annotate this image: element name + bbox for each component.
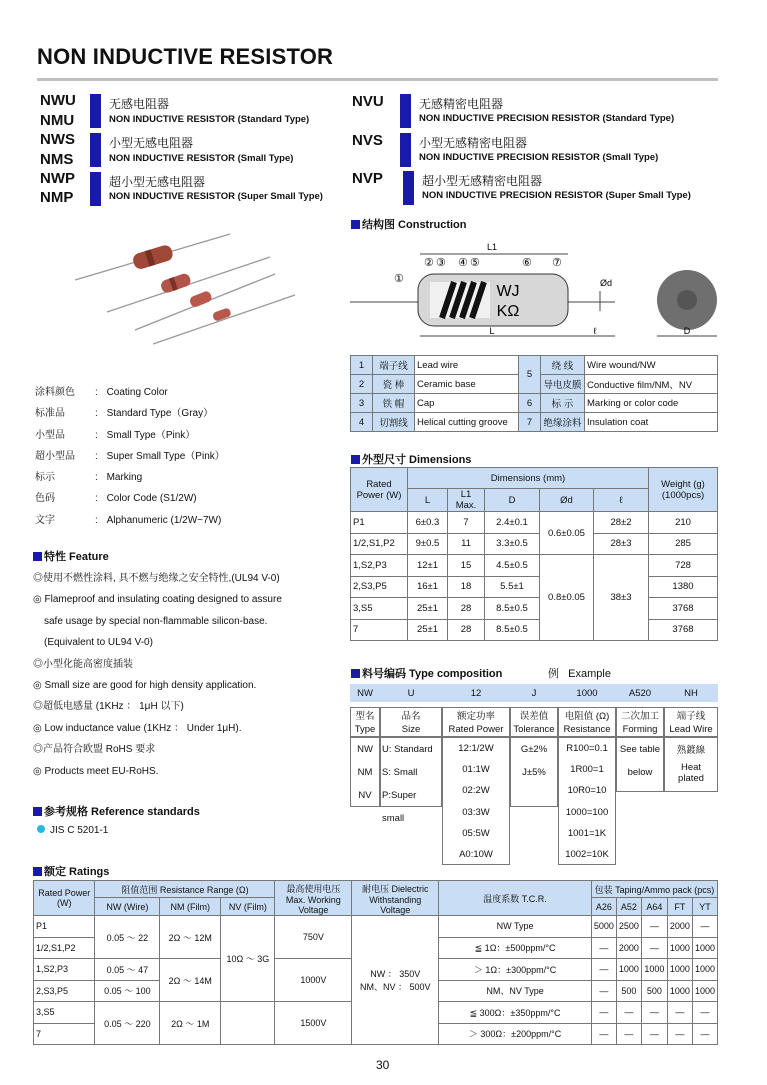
cell: L — [408, 489, 448, 512]
legend-item: 标准品 : Standard Type（Gray） — [35, 408, 214, 420]
cell: Conductive film/NM、NV — [585, 375, 718, 394]
type-code: NVS — [352, 132, 383, 149]
type-code: NVU — [352, 93, 384, 110]
type-code: NVP — [352, 170, 383, 187]
cell: ≦ 1Ω：±500ppm/°C — [439, 937, 592, 959]
legend-item: 标示 : Marking — [35, 472, 143, 484]
cell: D — [485, 489, 540, 512]
cell: — — [692, 916, 717, 938]
cell: A26 — [591, 898, 616, 916]
type-cn: 超小型无感精密电阻器 — [422, 174, 543, 188]
cell: Ød — [540, 489, 594, 512]
cell: P1 — [34, 916, 95, 938]
cell: 12±1 — [408, 555, 448, 577]
cell: 铁 帽 — [373, 394, 415, 413]
cell: 绝缘涂料 — [541, 413, 585, 432]
cell: Cap — [415, 394, 519, 413]
cell: 38±3 — [594, 555, 649, 641]
legend-item: 小型品 : Small Type（Pink） — [35, 429, 196, 441]
cell: Insulation coat — [585, 413, 718, 432]
cell: 500 — [641, 980, 667, 1002]
cell: 2.4±0.1 — [485, 512, 540, 534]
cell: — — [641, 1023, 667, 1045]
reference-heading: 参考规格 Reference standards — [33, 803, 200, 819]
cell: 5000 — [591, 916, 616, 938]
cell — [221, 1002, 275, 1045]
cell: Rated Power (W) — [351, 468, 408, 512]
cell: 210 — [649, 512, 718, 534]
feature-line: ◎小型化能高密度插装 — [33, 658, 133, 670]
legend-item: 色码 : Color Code (S1/2W) — [35, 493, 197, 505]
cell: 瓷 棒 — [373, 375, 415, 394]
example-part: NW — [357, 687, 373, 699]
cell: 1 — [351, 356, 373, 375]
cell: 1500V — [275, 1002, 352, 1045]
cell: 5 — [519, 356, 541, 394]
cell: — — [616, 1023, 641, 1045]
legend-list — [35, 382, 225, 531]
cell: 7 — [448, 512, 485, 534]
cell: Dimensions (mm) — [408, 468, 649, 489]
cell: 切割线 — [373, 413, 415, 432]
diagram-num: ② — [424, 257, 434, 269]
comp-h-tol: 误差值 Tolerance — [510, 707, 558, 737]
cell: Weight (g) (1000pcs) — [649, 468, 718, 512]
example-part: 12 — [470, 687, 482, 699]
cell: — — [692, 1002, 717, 1024]
cell: 1000 — [692, 937, 717, 959]
comp-h-type: 型名 Type — [350, 707, 380, 737]
cell: 1/2,S1,P2 — [351, 533, 408, 555]
reference-item: JIS C 5201-1 — [37, 825, 108, 836]
diagram-mark1: WJ — [496, 283, 520, 300]
cell: — — [692, 1023, 717, 1045]
cell: 7 — [34, 1023, 95, 1045]
cell: 1/2,S1,P2 — [34, 937, 95, 959]
cell: 3.3±0.5 — [485, 533, 540, 555]
comp-lead: 熟鍍線 Heat plated — [664, 737, 718, 792]
cell: 3,S5 — [34, 1002, 95, 1024]
dimensions-table — [350, 467, 718, 641]
cell: 2Ω ～ 12M — [160, 916, 221, 959]
cell: 1000 — [667, 980, 692, 1002]
cell: NM、NV Type — [439, 980, 592, 1002]
ratings-table — [33, 880, 718, 1045]
cell: 2000 — [667, 916, 692, 938]
comp-h-res: 电阻值 (Ω) Resistance — [558, 707, 616, 737]
type-en: NON INDUCTIVE RESISTOR (Small Type) — [109, 153, 294, 164]
cell: ℓ — [594, 489, 649, 512]
ratings-heading: 额定 Ratings — [33, 863, 109, 879]
diagram-lt: ℓ — [593, 326, 597, 336]
feature-line: (Equivalent to UL94 V-0) — [44, 637, 153, 649]
diagram-num: ⑥ — [522, 257, 532, 269]
cell: — — [591, 1023, 616, 1045]
diagram-d: D — [683, 326, 691, 336]
cell: 温度系数 T.C.R. — [439, 881, 592, 916]
comp-h-size: 品名 Size — [380, 707, 442, 737]
cell: Rated Power (W) — [34, 881, 95, 916]
example-part: 1000 — [576, 687, 598, 699]
feature-line: ◎ Small size are good for high density application. — [33, 680, 257, 692]
cell: 1000 — [692, 980, 717, 1002]
title-rule — [37, 78, 718, 81]
comp-h-forming: 二次加工 Forming — [616, 707, 664, 737]
type-cn: 小型无感精密电阻器 — [419, 136, 528, 150]
cell: 8.5±0.5 — [485, 598, 540, 620]
cell: — — [641, 1002, 667, 1024]
cell: 1000 — [667, 959, 692, 981]
cell: 0.6±0.05 — [540, 512, 594, 555]
legend-item: 涂料颜色 : Coating Color — [35, 387, 168, 398]
cell: 2,S3,P5 — [34, 980, 95, 1002]
diagram-num: ⑤ — [470, 257, 480, 269]
cell: 导电皮膜 — [541, 375, 585, 394]
type-code: NWS — [40, 131, 75, 148]
cell: 728 — [649, 555, 718, 577]
cell: 11 — [448, 533, 485, 555]
cell: P1 — [351, 512, 408, 534]
cell: 2,S3,P5 — [351, 576, 408, 598]
cell: 0.05 ～ 47 — [95, 959, 160, 981]
cell: 最高使用电压 Max. Working Voltage — [275, 881, 352, 916]
feature-line: ◎ Flameproof and insulating coating designed to assure — [33, 594, 282, 606]
cell: 2000 — [616, 937, 641, 959]
type-code: NMS — [40, 151, 74, 168]
example-part: U — [407, 687, 415, 699]
type-code: NWP — [40, 170, 75, 187]
cell: 1000 — [692, 959, 717, 981]
type-en: NON INDUCTIVE PRECISION RESISTOR (Super Small Type) — [422, 190, 691, 201]
example-part: J — [531, 687, 537, 699]
comp-types: NW NM NV — [350, 737, 380, 807]
cell: YT — [692, 898, 717, 916]
cell: L1 Max. — [448, 489, 485, 512]
cell: NW (Wire) — [95, 898, 160, 916]
cell: 阻值范围 Resistance Range (Ω) — [95, 881, 275, 898]
diagram-num: ⑦ — [552, 257, 562, 269]
resistor-photo — [35, 220, 335, 358]
typecomp-heading: 料号编码 Type composition — [351, 665, 502, 681]
feature-line: ◎超低电感量 (1KHz ： 1μH 以下) — [33, 701, 184, 713]
cell: 750V — [275, 916, 352, 959]
type-bar — [400, 94, 411, 128]
cell: Ceramic base — [415, 375, 519, 394]
dimensions-heading: 外型尺寸 Dimensions — [351, 451, 471, 467]
feature-list — [33, 568, 282, 782]
legend-item: 文字 : Alphanumeric (1/2W~7W) — [35, 514, 222, 526]
cell: — — [591, 959, 616, 981]
cell: Marking or color code — [585, 394, 718, 413]
feature-line: ◎产品符合欧盟 RoHS 要求 — [33, 744, 156, 756]
cell: 6±0.3 — [408, 512, 448, 534]
feature-heading: 特性 Feature — [33, 548, 109, 564]
diagram-num: ③ — [436, 257, 446, 269]
comp-h-lead: 端子线 Lead Wire — [664, 707, 718, 737]
cell: NW ： 350V NM、NV ： 500V — [352, 916, 439, 1045]
cell: — — [591, 980, 616, 1002]
cell: 0.05 ～ 220 — [95, 1002, 160, 1045]
cell: NW Type — [439, 916, 592, 938]
page-number: 30 — [376, 1058, 390, 1072]
comp-powers: 12:1/2W 01:1W 02:2W 03:3W 05:5W A0:10W — [442, 737, 510, 865]
typecomp-example-row — [350, 684, 718, 702]
construction-diagram — [350, 236, 720, 354]
cell: Lead wire — [415, 356, 519, 375]
cell: 1,S2,P3 — [351, 555, 408, 577]
diagram-l: L — [489, 326, 495, 336]
comp-sizes: U: Standard S: Small P:Super small — [380, 737, 442, 807]
type-bar — [400, 133, 411, 167]
cell: 1,S2,P3 — [34, 959, 95, 981]
cell: 3768 — [649, 619, 718, 641]
example-part: A520 — [628, 687, 652, 699]
diagram-num: ④ — [458, 257, 468, 269]
type-en: NON INDUCTIVE PRECISION RESISTOR (Small Type) — [419, 152, 659, 163]
feature-line: ◎使用不燃性涂料, 具不燃与绝缘之安全特性,(UL94 V-0) — [33, 573, 280, 584]
cell: — — [667, 1002, 692, 1024]
comp-forming: See table below — [616, 737, 664, 792]
type-bar — [90, 172, 101, 206]
cell: Helical cutting groove — [415, 413, 519, 432]
cell: 耐电压 Dielectric Withstanding Voltage — [352, 881, 439, 916]
cell: 2Ω ～ 14M — [160, 959, 221, 1002]
cell: — — [641, 937, 667, 959]
cell: 绕 线 — [541, 356, 585, 375]
cell: A52 — [616, 898, 641, 916]
cell: 285 — [649, 533, 718, 555]
type-code: NMU — [40, 112, 75, 129]
construction-heading: 结构图 Construction — [351, 216, 467, 232]
cell: 0.8±0.05 — [540, 555, 594, 641]
diagram-od: Ød — [600, 278, 613, 288]
cell: 6 — [519, 394, 541, 413]
type-bar — [403, 171, 414, 205]
page-title: NON INDUCTIVE RESISTOR — [37, 44, 334, 69]
cell: 18 — [448, 576, 485, 598]
cell: 9±0.5 — [408, 533, 448, 555]
construction-table — [350, 355, 718, 432]
feature-line: ◎ Low inductance value (1KHz ： Under 1μH). — [33, 722, 242, 734]
cell: 28±2 — [594, 512, 649, 534]
cell: 1000V — [275, 959, 352, 1002]
cell: ≦ 300Ω：±350ppm/°C — [439, 1002, 592, 1024]
type-cn: 超小型无感电阻器 — [109, 175, 206, 189]
cell: — — [641, 916, 667, 938]
cell: 1380 — [649, 576, 718, 598]
cell: 包装 Taping/Ammo pack (pcs) — [591, 881, 717, 898]
cell: — — [591, 937, 616, 959]
type-cn: 无感精密电阻器 — [419, 97, 504, 111]
cell: Wire wound/NW — [585, 356, 718, 375]
cell: ＞ 1Ω：±300ppm/°C — [439, 959, 592, 981]
cell: 28±3 — [594, 533, 649, 555]
type-code: NWU — [40, 92, 76, 109]
diagram-mark2: KΩ — [496, 303, 520, 320]
cell: NV (Film) — [221, 898, 275, 916]
type-cn: 无感电阻器 — [109, 97, 170, 111]
cell: ＞ 300Ω：±200ppm/°C — [439, 1023, 592, 1045]
type-en: NON INDUCTIVE RESISTOR (Super Small Type) — [109, 191, 323, 202]
type-code: NMP — [40, 189, 74, 206]
example-part: NH — [684, 687, 698, 699]
comp-h-power: 额定功率 Rated Power — [442, 707, 510, 737]
type-en: NON INDUCTIVE PRECISION RESISTOR (Standard Type) — [419, 113, 675, 124]
cell: 1000 — [616, 959, 641, 981]
cell: NM (Film) — [160, 898, 221, 916]
cell: 2500 — [616, 916, 641, 938]
feature-line: safe usage by special non-flammable silicon-base. — [44, 615, 268, 627]
type-bar — [90, 133, 101, 167]
cell: 端子线 — [373, 356, 415, 375]
feature-line: ◎ Products meet EU-RoHS. — [33, 765, 159, 777]
cell: 2Ω ～ 1M — [160, 1002, 221, 1045]
legend-item: 超小型品 : Super Small Type（Pink） — [35, 450, 225, 462]
cell: 28 — [448, 619, 485, 641]
cell: 3,S5 — [351, 598, 408, 620]
cell: 3 — [351, 394, 373, 413]
cell: 10Ω ～ 3G — [221, 916, 275, 1002]
cell: 5.5±1 — [485, 576, 540, 598]
comp-tols: G±2% J±5% — [510, 737, 558, 807]
cell: 25±1 — [408, 619, 448, 641]
cell: 15 — [448, 555, 485, 577]
cell: 0.05 ～ 22 — [95, 916, 160, 959]
cell: — — [616, 1002, 641, 1024]
type-en: NON INDUCTIVE RESISTOR (Standard Type) — [109, 114, 310, 125]
diagram-num: ① — [394, 273, 404, 285]
cell: 500 — [616, 980, 641, 1002]
cell: 4.5±0.5 — [485, 555, 540, 577]
cell: 8.5±0.5 — [485, 619, 540, 641]
cell: 16±1 — [408, 576, 448, 598]
comp-res: R100=0.1 1R00=1 10R0=10 1000=100 1001=1K 1002=10K — [558, 737, 616, 865]
type-bar — [90, 94, 101, 128]
cell: 1000 — [667, 937, 692, 959]
cell: A64 — [641, 898, 667, 916]
cell: 标 示 — [541, 394, 585, 413]
cell: 7 — [351, 619, 408, 641]
cell: — — [667, 1023, 692, 1045]
cell: — — [591, 1002, 616, 1024]
cell: 28 — [448, 598, 485, 620]
cell: 1000 — [641, 959, 667, 981]
example-label: 例 Example — [548, 668, 611, 680]
cell: 4 — [351, 413, 373, 432]
cell: 2 — [351, 375, 373, 394]
type-cn: 小型无感电阻器 — [109, 136, 194, 150]
cell: 25±1 — [408, 598, 448, 620]
cell: 0.05 ～ 100 — [95, 980, 160, 1002]
diagram-l1: L1 — [486, 242, 498, 252]
cell: FT — [667, 898, 692, 916]
cell: 3768 — [649, 598, 718, 620]
cell: 7 — [519, 413, 541, 432]
